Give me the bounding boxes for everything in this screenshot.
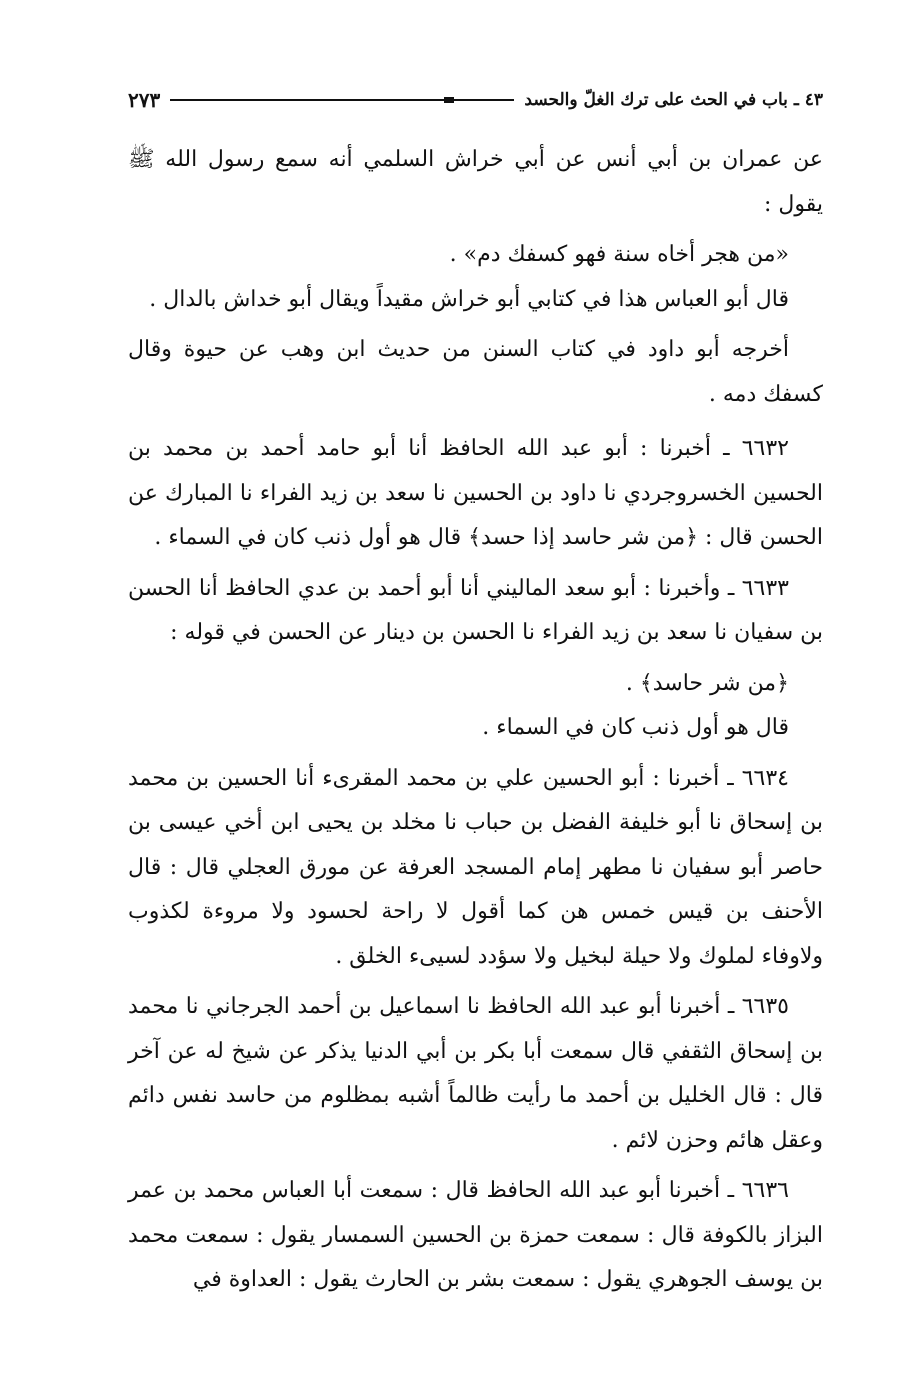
paragraph: عن عمران بن أبي أنس عن أبي خراش السلمي أنه سمع رسول الله ﷺ يقول :	[128, 147, 823, 217]
paragraph: قال هو أول ذنب كان في السماء .	[482, 715, 789, 740]
body-text	[128, 138, 823, 1309]
paragraph: قال أبو العباس هذا في كتابي أبو خراش مقيداً ويقال أبو خداش بالدال .	[149, 286, 789, 312]
hadith-quote: «من هجر أخاه سنة فهو كسفك دم» .	[449, 242, 789, 267]
narration-6636: ٦٦٣٦ ـ أخبرنا أبو عبد الله الحافظ قال : سمعت أبا العباس محمد بن عمر البزاز بالكوفة قال : سمعت حمزة بن الحسين السمسار يقول : سمعت محمد بن يوسف الجوهري يقول : سمعت بشر بن الحارث يقول : العداوة في	[128, 1178, 823, 1292]
narration-6634: ٦٦٣٤ ـ أخبرنا : أبو الحسين علي بن محمد المقرىء أنا الحسين بن محمد بن إسحاق نا أبو خليفة الفضل بن حباب نا مخلد بن يحيى ابن أخي عيسى بن حاصر أبو سفيان نا مطهر إمام المسجد العرفة عن مورق العجلي قال : قال الأحنف بن قيس خمس هن كما أقول لا راحة لحسود ولا مروءة لكذوب ولاوفاء لملوك ولا حيلة لبخيل ولا سؤدد لسيىء الخلق .	[128, 765, 823, 969]
header-rule	[170, 99, 514, 101]
page-number: ٢٧٣	[128, 88, 161, 112]
narration-6633: ٦٦٣٣ ـ وأخبرنا : أبو سعد الماليني أنا أبو أحمد بن عدي الحافظ أنا الحسن بن سفيان نا سعد بن زيد الفراء نا الحسن بن دينار عن الحسن في قوله :	[128, 575, 823, 645]
page-header	[128, 84, 823, 116]
narration-6632: ٦٦٣٢ ـ أخبرنا : أبو عبد الله الحافظ أنا أبو حامد أحمد بن محمد بن الحسين الخسروجردي نا داود بن الحسين نا سعد بن زيد الفراء نا المبارك عن الحسن قال : ﴿من شر حاسد إذا حسد﴾ قال هو أول ذنب كان في السماء .	[128, 436, 823, 550]
narration-6635: ٦٦٣٥ ـ أخبرنا أبو عبد الله الحافظ نا اسماعيل بن أحمد الجرجاني نا محمد بن إسحاق الثقفي قال سمعت أبا بكر بن أبي الدنيا يذكر عن شيخ له عن آخر قال : قال الخليل بن أحمد ما رأيت ظالماً أشبه بمظلوم من حاسد نفس دائم وعقل هائم وحزن لائم .	[128, 994, 823, 1153]
running-title: ٤٣ ـ باب في الحث على ترك الغلّ والحسد	[524, 90, 823, 110]
paragraph: أخرجه أبو داود في كتاب السنن من حديث ابن وهب عن حيوة وقال كسفك دمه .	[128, 337, 823, 407]
quran-quote: ﴿من شر حاسد﴾ .	[625, 670, 789, 696]
